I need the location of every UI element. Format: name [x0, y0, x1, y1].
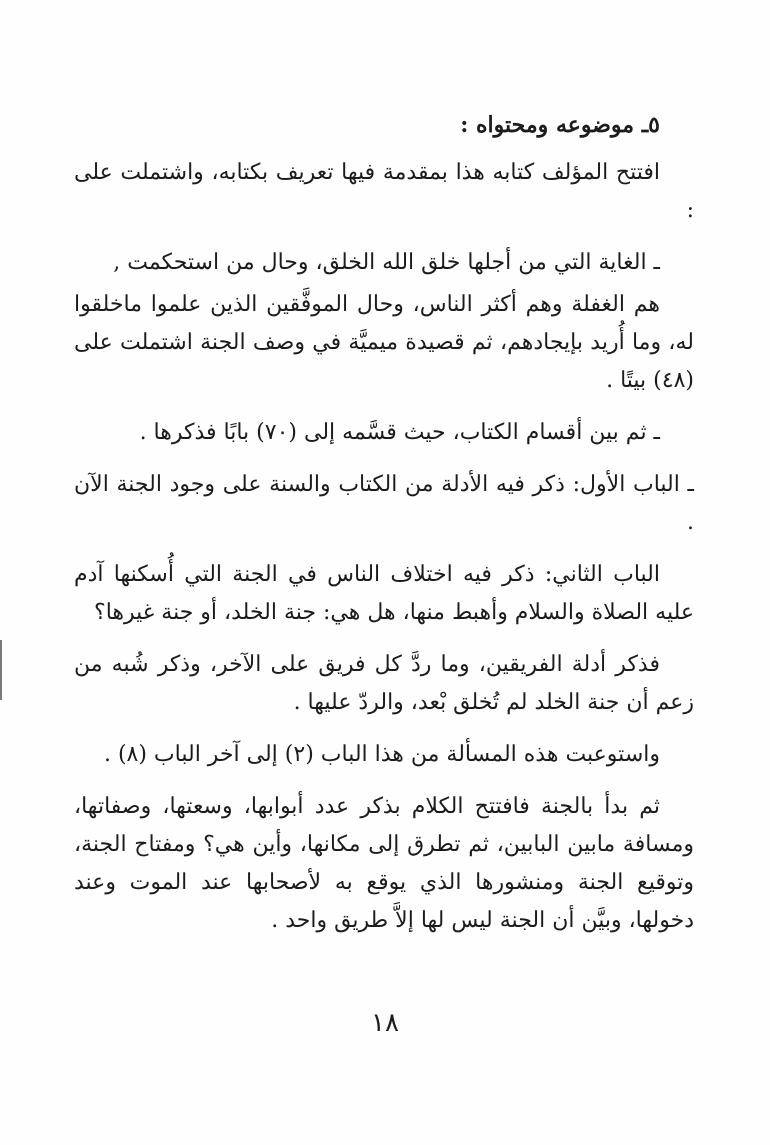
- section-heading: ٥ـ موضوعه ومحتواه :: [460, 112, 660, 138]
- paragraph: ـ الغاية التي من أجلها خلق الله الخلق، وحال من استحكمت ,: [113, 250, 660, 275]
- paragraph: هم الغفلة وهم أكثر الناس، وحال الموفَّقين الذين علموا ماخلقوا له، وما أُريد بإيجادهم، ثم قصيدة ميميَّة في وصف الجنة اشتملت على (٤٨) بيتًا .: [74, 292, 694, 393]
- page-number: ١٨: [371, 1008, 399, 1038]
- paragraph: ـ ثم بين أقسام الكتاب، حيث قسَّمه إلى (٧٠) بابًا فذكرها .: [139, 420, 660, 445]
- paragraph: افتتح المؤلف كتابه هذا بمقدمة فيها تعريف بكتابه، واشتملت على :: [74, 160, 694, 223]
- paragraph: ـ الباب الأول: ذكر فيه الأدلة من الكتاب والسنة على وجود الجنة الآن .: [74, 472, 694, 535]
- paragraph: واستوعبت هذه المسألة من هذا الباب (٢) إلى آخر الباب (٨) .: [103, 742, 660, 767]
- paragraph: الباب الثاني: ذكر فيه اختلاف الناس في الجنة التي أُسكنها آدم عليه الصلاة والسلام وأهبط منها، هل هي: جنة الخلد، أو جنة غيرها؟: [74, 562, 694, 625]
- paragraph: ثم بدأ بالجنة فافتتح الكلام بذكر عدد أبوابها، وسعتها، وصفاتها، ومسافة مابين البابين، ثم تطرق إلى مكانها، وأين هي؟ ومفتاح الجنة، وتوقيع الجنة ومنشورها الذي يوقع به لأصحابها عند الموت وعند دخولها، وبيَّن أن الجنة ليس لها إلاَّ طريق واحد .: [74, 794, 694, 933]
- page-body: [74, 106, 694, 954]
- scan-edge-mark: [0, 640, 2, 700]
- paragraph: فذكر أدلة الفريقين، وما ردَّ كل فريق على الآخر، وذكر شُبه من زعم أن جنة الخلد لم تُخلق بْعد، والردّ عليها .: [74, 652, 694, 715]
